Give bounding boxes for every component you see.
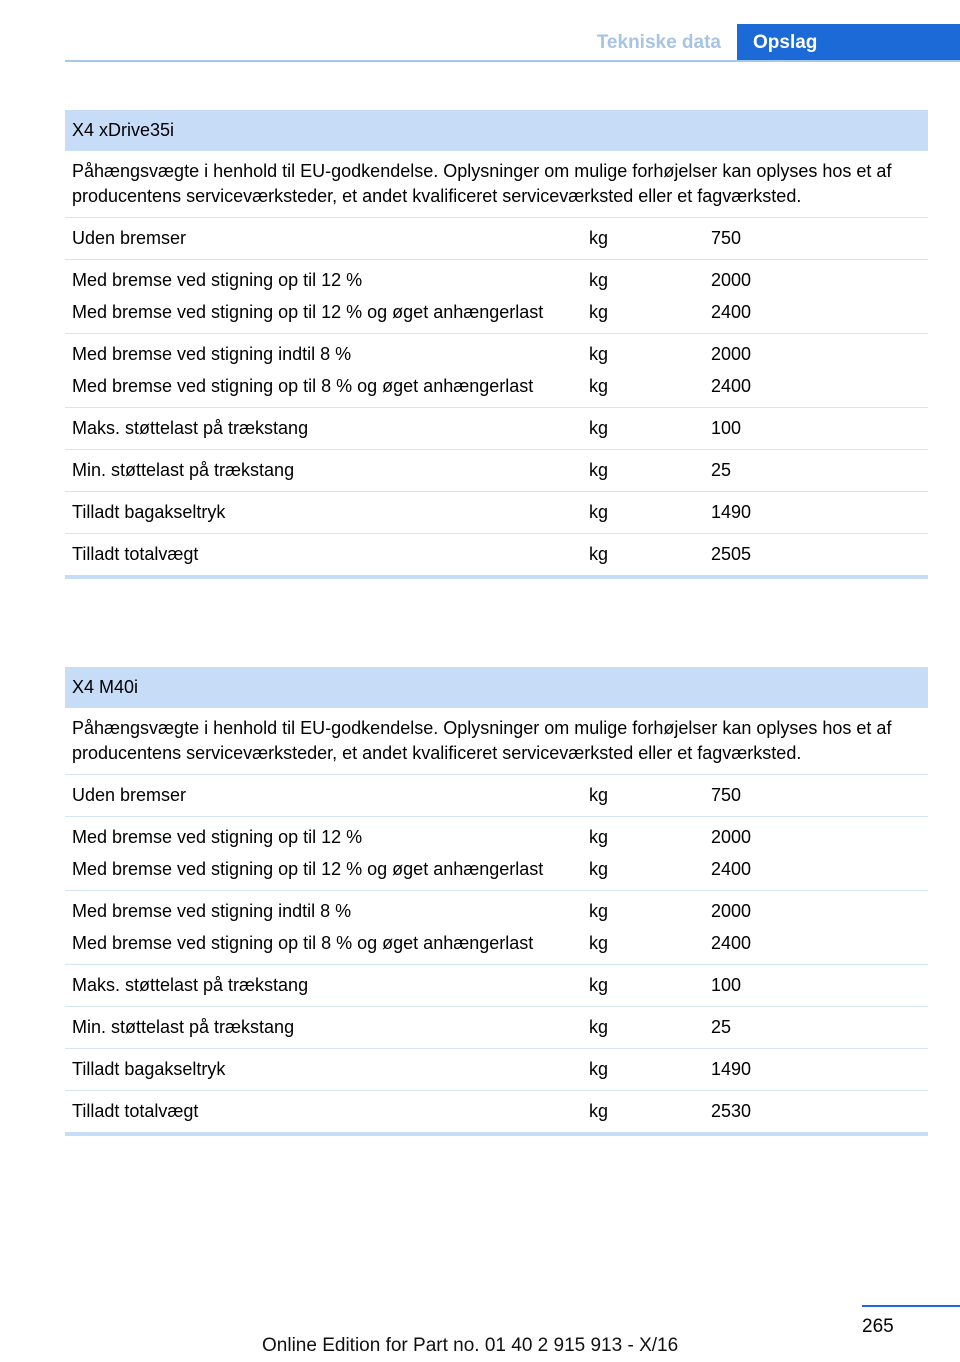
row-label: Med bremse ved stigning op til 12 % [72, 270, 363, 290]
page-number: 265 [862, 1316, 894, 1337]
tab-opslag[interactable]: Opslag [737, 24, 960, 62]
row-unit: kg [589, 502, 609, 522]
row-line [65, 268, 928, 293]
row-line [65, 416, 928, 441]
row-label: Med bremse ved stigning indtil 8 % [72, 901, 352, 921]
table-description: Påhængsvægte i henhold til EU-godkendelse. Oplysninger om mulige forhøjelser kan oplyses hos et af producentens serviceværksteder, et andet kvalificeret serviceværksted eller et fagværksted. [65, 151, 928, 218]
row-line [65, 374, 928, 399]
row-value: 2000 [711, 827, 752, 847]
row-label: Med bremse ved stigning op til 12 % og øget anhængerlast [72, 859, 544, 879]
row-value: 2000 [711, 270, 752, 290]
row-value: 2000 [711, 901, 752, 921]
edition-note: Online Edition for Part no. 01 40 2 915 913 - X/16 [262, 1335, 679, 1356]
row-value: 2530 [711, 1101, 752, 1121]
row-unit: kg [589, 933, 609, 953]
row-label: Uden bremser [72, 785, 187, 805]
row-label: Med bremse ved stigning op til 12 % og øget anhængerlast [72, 302, 544, 322]
row-value: 750 [711, 228, 742, 248]
table-row [65, 218, 928, 260]
row-unit: kg [589, 376, 609, 396]
row-label: Maks. støttelast på trækstang [72, 418, 309, 438]
row-line [65, 458, 928, 483]
table-row [65, 1007, 928, 1049]
row-line [65, 899, 928, 924]
row-value: 2400 [711, 302, 752, 322]
row-unit: kg [589, 460, 609, 480]
row-label: Maks. støttelast på trækstang [72, 975, 309, 995]
row-unit: kg [589, 270, 609, 290]
table-row [65, 965, 928, 1007]
row-value: 25 [711, 460, 732, 480]
row-value: 2400 [711, 859, 752, 879]
row-value: 1490 [711, 502, 752, 522]
row-label: Min. støttelast på trækstang [72, 1017, 295, 1037]
table-row [65, 891, 928, 965]
row-label: Uden bremser [72, 228, 187, 248]
row-unit: kg [589, 975, 609, 995]
row-value: 100 [711, 418, 742, 438]
row-unit: kg [589, 827, 609, 847]
table-row [65, 492, 928, 534]
table-row [65, 1091, 928, 1136]
row-unit: kg [589, 1101, 609, 1121]
section-title: Tekniske data [596, 32, 721, 53]
row-label: Min. støttelast på trækstang [72, 460, 295, 480]
table-row [65, 775, 928, 817]
spec-table-x4-m40i [65, 667, 928, 1136]
table-title: X4 xDrive35i [65, 110, 928, 151]
row-unit: kg [589, 544, 609, 564]
row-label: Tilladt totalvægt [72, 1101, 199, 1121]
row-value: 2000 [711, 344, 752, 364]
row-unit: kg [589, 859, 609, 879]
table-row [65, 450, 928, 492]
row-label: Med bremse ved stigning op til 8 % og øget anhængerlast [72, 933, 534, 953]
row-unit: kg [589, 228, 609, 248]
table-row [65, 334, 928, 408]
row-line [65, 1099, 928, 1124]
row-line [65, 542, 928, 567]
row-line [65, 825, 928, 850]
row-value: 2400 [711, 376, 752, 396]
table-title: X4 M40i [65, 667, 928, 708]
row-value: 2505 [711, 544, 752, 564]
footer-divider [862, 1305, 960, 1307]
row-label: Med bremse ved stigning op til 8 % og øget anhængerlast [72, 376, 534, 396]
row-unit: kg [589, 785, 609, 805]
row-unit: kg [589, 1017, 609, 1037]
row-line [65, 342, 928, 367]
row-label: Tilladt totalvægt [72, 544, 199, 564]
table-row [65, 817, 928, 891]
row-line [65, 783, 928, 808]
row-value: 2400 [711, 933, 752, 953]
header-divider [65, 60, 960, 62]
row-label: Med bremse ved stigning indtil 8 % [72, 344, 352, 364]
row-line [65, 1015, 928, 1040]
row-value: 25 [711, 1017, 732, 1037]
row-value: 1490 [711, 1059, 752, 1079]
row-unit: kg [589, 1059, 609, 1079]
table-description: Påhængsvægte i henhold til EU-godkendelse. Oplysninger om mulige forhøjelser kan oplyses hos et af producentens serviceværksteder, et andet kvalificeret serviceværksted eller et fagværksted. [65, 708, 928, 775]
row-value: 100 [711, 975, 742, 995]
row-unit: kg [589, 302, 609, 322]
row-line [65, 500, 928, 525]
row-line [65, 300, 928, 325]
row-label: Tilladt bagakseltryk [72, 1059, 226, 1079]
spec-table-x4-xdrive35i [65, 110, 928, 579]
table-row [65, 408, 928, 450]
row-unit: kg [589, 901, 609, 921]
table-row [65, 534, 928, 579]
row-line [65, 857, 928, 882]
table-row [65, 260, 928, 334]
row-line [65, 1057, 928, 1082]
table-row [65, 1049, 928, 1091]
row-unit: kg [589, 344, 609, 364]
row-line [65, 226, 928, 251]
row-unit: kg [589, 418, 609, 438]
row-label: Med bremse ved stigning op til 12 % [72, 827, 363, 847]
row-line [65, 973, 928, 998]
row-value: 750 [711, 785, 742, 805]
row-line [65, 931, 928, 956]
row-label: Tilladt bagakseltryk [72, 502, 226, 522]
